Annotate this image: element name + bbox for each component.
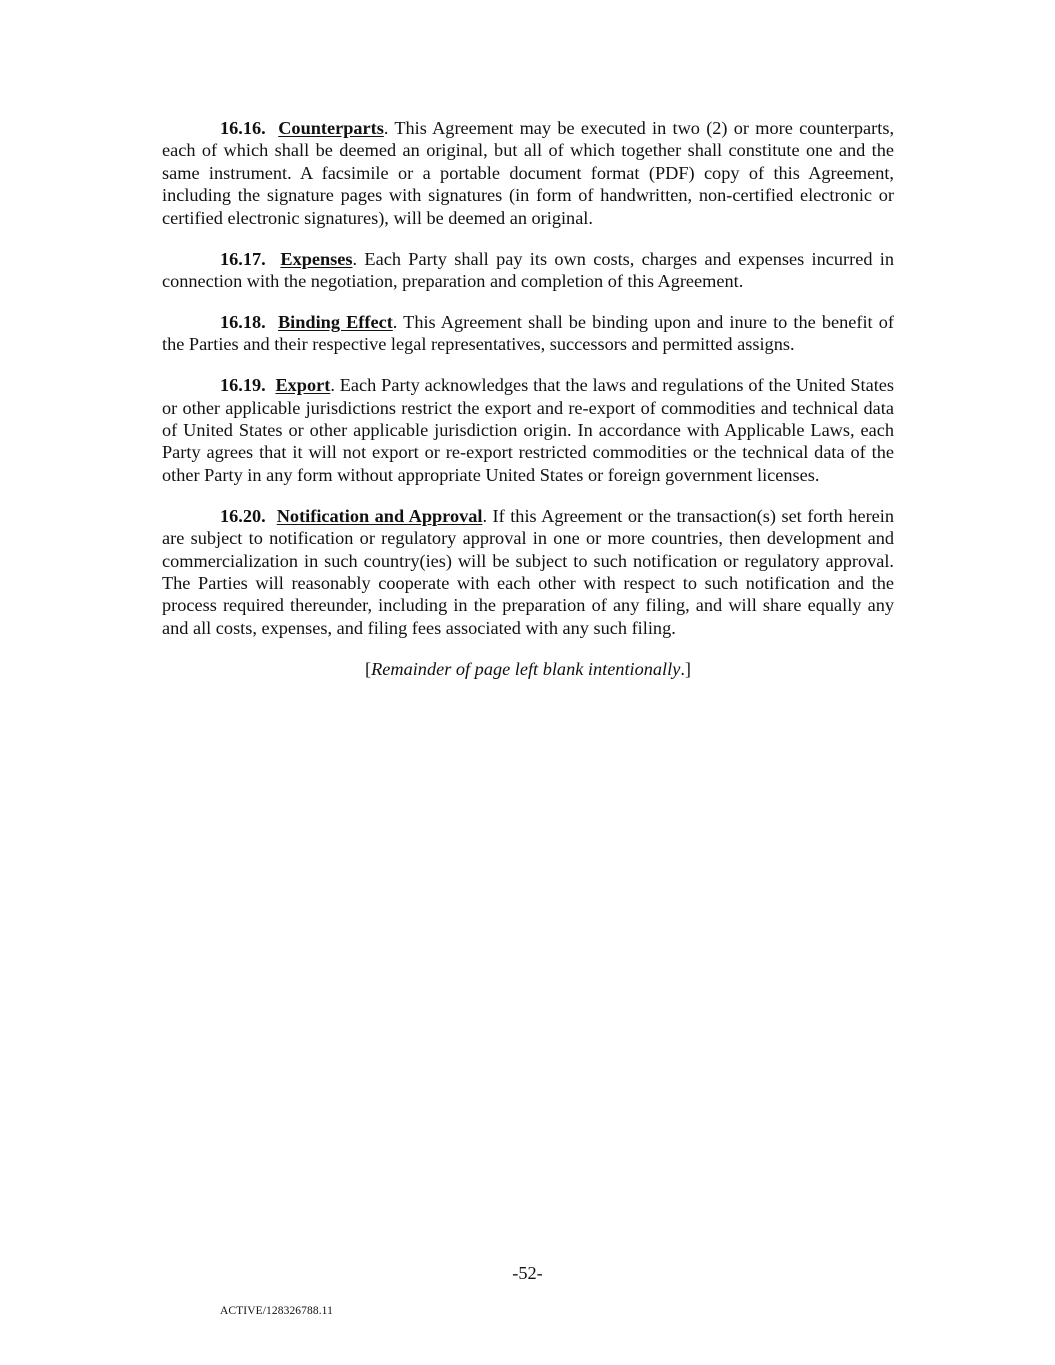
section-title: Binding Effect bbox=[277, 311, 393, 332]
section-16-19 bbox=[162, 374, 894, 486]
section-title: Counterparts bbox=[278, 118, 384, 138]
page-number: -52- bbox=[512, 1263, 543, 1283]
section-title: Export bbox=[275, 375, 331, 396]
section-text: . This Agreement shall be binding upon and inure to the benefit of the Parties and their respective legal representatives, successors and permitted assigns. bbox=[162, 311, 894, 355]
section-text: . Each Party shall pay its own costs, charges and expenses incurred in connection with the negotiation, preparation and completion of this Agreement. bbox=[162, 248, 895, 291]
remainder-open-bracket: [ bbox=[365, 658, 372, 679]
section-number: 16.17. bbox=[220, 248, 266, 269]
section-text: . Each Party acknowledges that the laws and regulations of the United States or other applicable jurisdictions restrict the export and re-export of commodities and technical data of United States or other applicable jurisdiction origin. In accordance with Applicable Laws, each Party agrees that it will not export or re-export restricted commodities or the technical data of the other Party in any form without appropriate United States or foreign government licenses. bbox=[162, 375, 894, 485]
agreement-body bbox=[162, 117, 894, 680]
section-text: . If this Agreement or the transaction(s) set forth herein are subject to notification or regulatory approval in one or more countries, then development and commercialization in such country(ies) will be subject to such notification or regulatory approval. The Parties will reasonably cooperate with each other with respect to such notification and the process required thereunder, including in the preparation of any filing, and will share equally any and all costs, expenses, and filing fees associated with any such filing. bbox=[162, 505, 894, 638]
section-16-16 bbox=[162, 117, 894, 229]
section-number: 16.16. bbox=[220, 118, 266, 138]
section-text: . This Agreement may be executed in two (2) or more counterparts, each of which shall be deemed an original, but all of which together shall constitute one and the same instrument. A facsimile or a portable document format (PDF) copy of this Agreement, including the signature pages with signatures (in form of handwritten, non-certified electronic or certified electronic signatures), will be deemed an original. bbox=[162, 118, 895, 228]
remainder-note bbox=[162, 658, 894, 680]
section-16-20 bbox=[162, 505, 894, 639]
section-16-18 bbox=[162, 311, 894, 356]
section-number: 16.20. bbox=[220, 505, 266, 526]
section-number: 16.19. bbox=[220, 375, 266, 396]
section-title: Expenses bbox=[280, 248, 353, 269]
section-number: 16.18. bbox=[220, 311, 266, 332]
remainder-close-bracket: .] bbox=[680, 658, 691, 679]
section-title: Notification and Approval bbox=[276, 505, 483, 526]
section-16-17 bbox=[162, 248, 894, 293]
remainder-text: Remainder of page left blank intentionally bbox=[371, 658, 681, 679]
document-id: ACTIVE/128326788.11 bbox=[220, 1305, 333, 1317]
